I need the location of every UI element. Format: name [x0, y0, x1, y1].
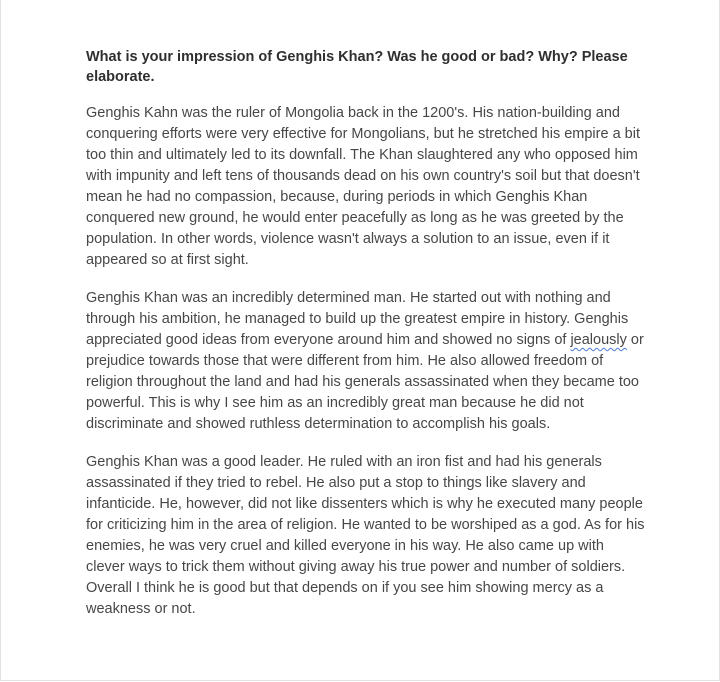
question-heading: What is your impression of Genghis Khan? Was he good or bad? Why? Please elaborate. — [86, 49, 628, 85]
paragraph-2 — [86, 288, 646, 435]
paragraph-3: Genghis Khan was a good leader. He ruled with an iron fist and had his generals assassinated if they tried to rebel. He also put a stop to things like slavery and infanticide. He, however, did not like dissenters which is why he executed many people for criticizing him in the area of religion. He wanted to be worshiped as a god. As for his enemies, he was very cruel and killed everyone in his way. He also came up with clever ways to trick them without giving away his true power and number of soldiers. Overall I think he is good but that depends on if you see him showing mercy as a weakness or not. — [86, 454, 645, 617]
paragraph-2-text-after: or prejudice towards those that were different from him. He also allowed freedom of religion throughout the land and had his generals assassinated when they became too powerful. This is why I see him as an incredibly great man because he did not discriminate and showed ruthless determination to accomplish his goals. — [86, 332, 644, 432]
spellcheck-flagged-word[interactable]: jealously — [570, 332, 627, 348]
document-body[interactable] — [86, 47, 646, 637]
paragraph-1: Genghis Kahn was the ruler of Mongolia back in the 1200's. His nation-building and conquering efforts were very effective for Mongolians, but he stretched his empire a bit too thin and ultimately led to its downfall. The Khan slaughtered any who opposed him with impunity and left tens of thousands dead on his own country's soil but that doesn't mean he had no compassion, because, during periods in which Genghis Khan conquered new ground, he would enter peacefully as long as he was greeted by the population. In other words, violence wasn't always a solution to an issue, even if it appeared so at first sight. — [86, 105, 640, 268]
paragraph-2-text-before: Genghis Khan was an incredibly determined man. He started out with nothing and through his ambition, he managed to build up the greatest empire in history. Genghis appreciated good ideas from everyone around him and showed no signs of — [86, 290, 629, 348]
